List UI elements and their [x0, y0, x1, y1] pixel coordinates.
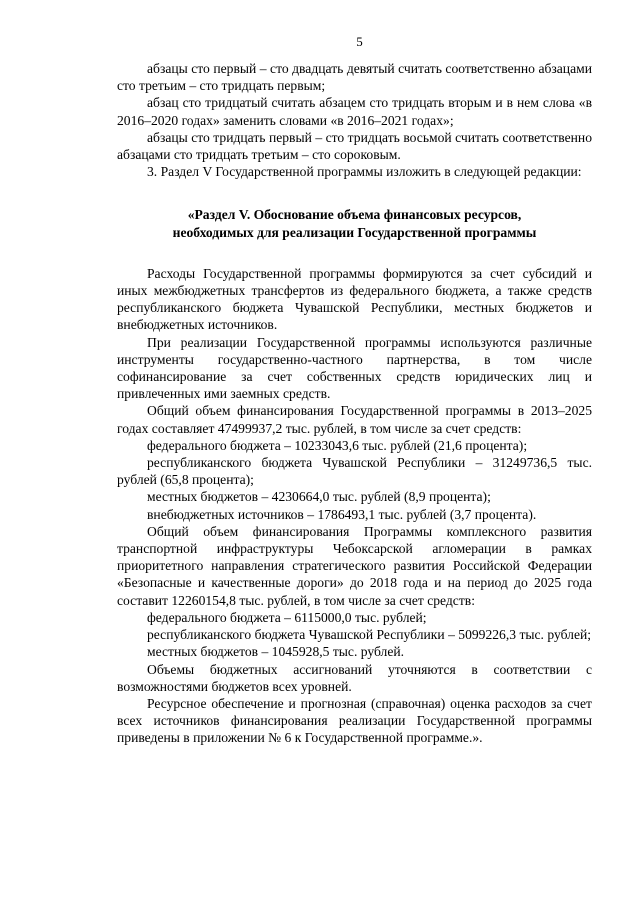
body-paragraph: федерального бюджета – 10233043,6 тыс. рублей (21,6 процента); — [147, 437, 528, 453]
body-paragraph: республиканского бюджета Чувашской Республики – 31249736,5 тыс. рублей (65,8 процента); — [117, 455, 592, 488]
body-paragraph: Общий объем финансирования Программы комплексного развития транспортной инфраструктуры Чебоксарской агломерации в рамках приоритетного направления стратегического развития Российской Федерации «Безопасные и качественные дороги» до 2018 года и на период до 2025 года составит 12260154,8 тыс. рублей, в том числе за счет средств: — [117, 523, 592, 608]
body-paragraph: федерального бюджета – 6115000,0 тыс. рублей; — [147, 609, 427, 625]
body-paragraph: республиканского бюджета Чувашской Республики – 5099226,3 тыс. рублей; — [147, 627, 592, 643]
section-body — [117, 265, 592, 747]
body-paragraph: местных бюджетов – 4230664,0 тыс. рублей (8,9 процента); — [147, 489, 491, 505]
section-title-line: «Раздел V. Обоснование объема финансовых ресурсов, — [187, 207, 522, 223]
page-number: 5 — [356, 34, 363, 49]
body-paragraph: При реализации Государственной программы используются различные инструменты государственно-частного партнерства, в том числе софинансирование за счет собственных средств юридических лиц и привлеченных ими заемных средств. — [117, 334, 592, 402]
body-paragraph: Расходы Государственной программы формируются за счет субсидий и иных межбюджетных трансфертов из федерального бюджета, а также средств республиканского бюджета Чувашской Республики, местных бюджетов и внебюджетных источников. — [117, 265, 592, 333]
section-title-line: необходимых для реализации Государственной программы — [172, 224, 537, 240]
intro-paragraph: абзац сто тридцатый считать абзацем сто тридцать вторым и в нем слова «в 2016–2020 годах» заменить словами «в 2016–2021 годах»; — [117, 95, 592, 128]
section-title — [117, 206, 592, 240]
intro-paragraph: 3. Раздел V Государственной программы изложить в следующей редакции: — [147, 164, 582, 180]
intro-block — [117, 60, 592, 180]
body-paragraph: Общий объем финансирования Государственной программы в 2013–2025 годах составляет 47499937,2 тыс. рублей, в том числе за счет средств: — [117, 403, 592, 436]
intro-paragraph: абзацы сто тридцать первый – сто тридцать восьмой считать соответственно абзацами сто тридцать третьим – сто сороковым. — [117, 129, 592, 163]
body-paragraph: Ресурсное обеспечение и прогнозная (справочная) оценка расходов за счет всех источников финансирования реализации Государственной программы приведены в приложении № 6 к Государственной программе.». — [117, 695, 592, 746]
body-paragraph: местных бюджетов – 1045928,5 тыс. рублей. — [147, 644, 405, 660]
body-paragraph: Объемы бюджетных ассигнований уточняются в соответствии с возможностями бюджетов всех уровней. — [117, 661, 592, 694]
intro-paragraph: абзацы сто первый – сто двадцать девятый считать соответственно абзацами сто третьим – сто тридцать первым; — [117, 61, 592, 94]
body-paragraph: внебюджетных источников – 1786493,1 тыс. рублей (3,7 процента). — [147, 506, 537, 522]
